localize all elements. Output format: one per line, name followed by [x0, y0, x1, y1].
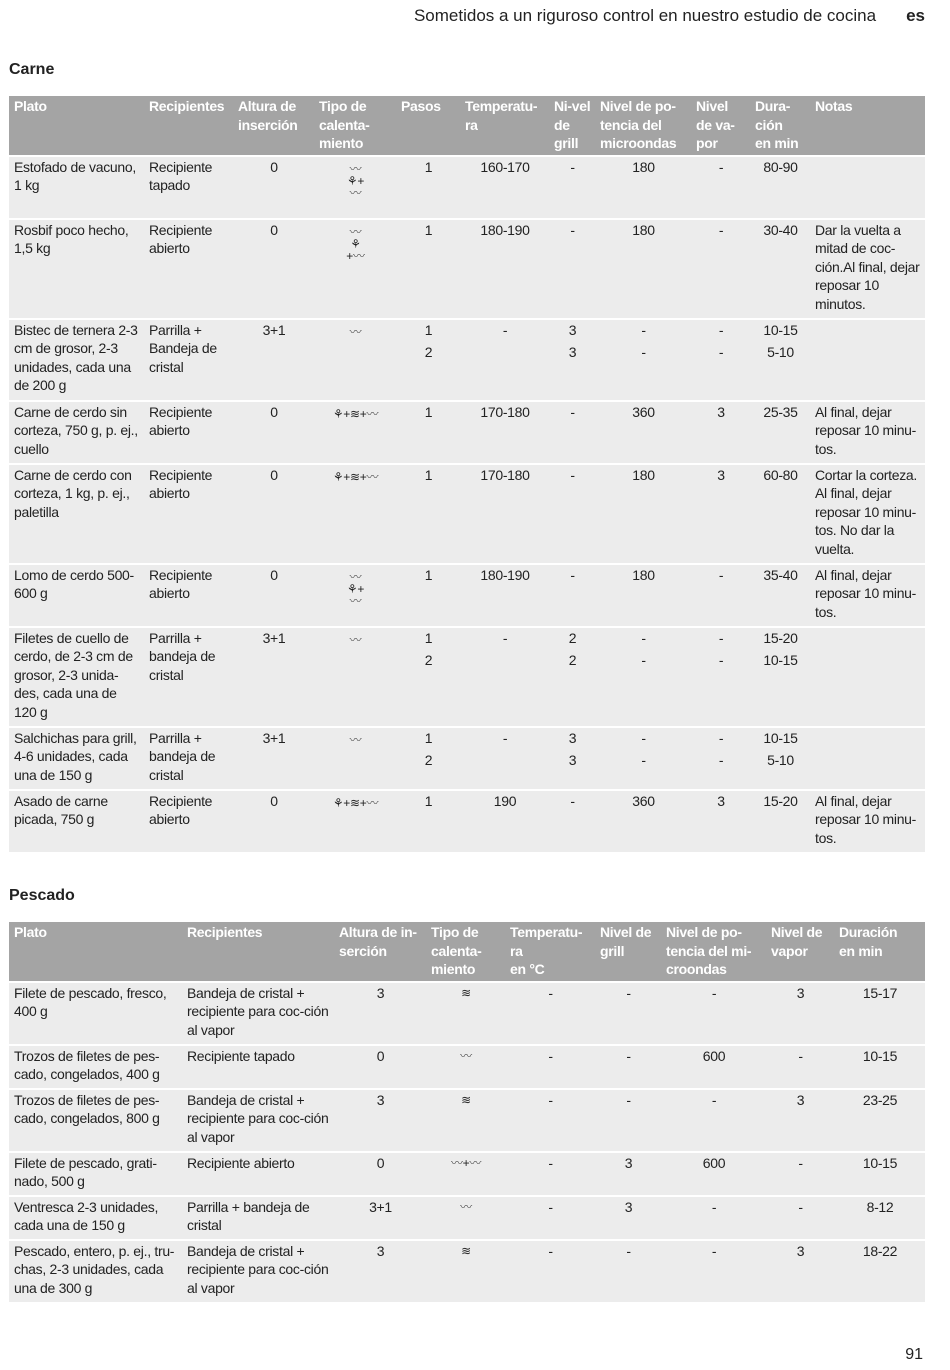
- table-row: [9, 1196, 925, 1240]
- grill-cell: [549, 790, 595, 852]
- vapor-cell: [691, 319, 750, 401]
- table-row: [9, 564, 925, 627]
- grill-cell: 3: [595, 1196, 661, 1240]
- carne-header-row: [9, 96, 925, 156]
- recipiente-cell: Parrilla + bandeja de cristal: [144, 727, 233, 790]
- carne-header-cell: Temperatu-ra: [460, 96, 549, 156]
- section-title-carne: Carne: [9, 61, 55, 78]
- pescado-header-cell: Duración en min: [834, 922, 925, 982]
- vapor-value: -: [718, 752, 724, 768]
- micro-value: 180: [632, 466, 655, 483]
- micro-cell: [595, 727, 691, 790]
- vapor-cell: -: [766, 1045, 834, 1089]
- heating-type-icon: ⚘+≋+〰: [314, 401, 396, 464]
- dur-value: 10-15: [763, 321, 798, 338]
- grill-value: 2: [568, 629, 577, 646]
- grill-value: 3: [568, 321, 577, 338]
- temp-cell: -: [505, 1196, 595, 1240]
- plato-cell: Carne de cerdo con corteza, 1 kg, p. ej., paletilla: [9, 464, 144, 564]
- temp-value: 170-180: [480, 403, 530, 420]
- dur-value: 5-10: [767, 752, 794, 768]
- carne-table: [9, 96, 925, 852]
- vapor-cell: [691, 790, 750, 852]
- heating-type-icon: 〰 ⚘+ 〰: [314, 564, 396, 627]
- temp-cell: [460, 464, 549, 564]
- plato-cell: Filete de pescado, fresco, 400 g: [9, 982, 182, 1045]
- vapor-value: -: [718, 566, 724, 583]
- altura-cell: 0: [233, 156, 314, 219]
- temp-cell: [460, 790, 549, 852]
- altura-cell: 3: [334, 982, 426, 1045]
- heating-type-icon: 〰: [314, 319, 396, 401]
- altura-cell: 0: [233, 219, 314, 319]
- micro-cell: [595, 790, 691, 852]
- vapor-value: -: [718, 321, 724, 338]
- dur-value: 80-90: [763, 158, 798, 175]
- temp-value: 180-190: [480, 221, 530, 238]
- recipiente-cell: Bandeja de cristal + recipiente para coc-ción al vapor: [182, 1089, 334, 1152]
- table-row: [9, 401, 925, 464]
- micro-value: -: [641, 321, 646, 338]
- micro-cell: [595, 464, 691, 564]
- vapor-cell: -: [766, 1196, 834, 1240]
- pescado-header-cell: Nivel de po-tencia del mi-croondas: [661, 922, 766, 982]
- pasos-value: 1: [424, 221, 433, 238]
- micro-value: 360: [632, 403, 655, 420]
- micro-value: -: [641, 729, 646, 746]
- altura-cell: 3: [334, 1089, 426, 1152]
- dur-value: 15-20: [763, 792, 798, 809]
- heating-type-icon: 〰: [314, 627, 396, 727]
- grill-value: 3: [568, 344, 577, 360]
- altura-cell: 3+1: [233, 319, 314, 401]
- temp-value: -: [502, 321, 508, 338]
- grill-cell: -: [595, 1045, 661, 1089]
- carne-header-cell: Altura de inserción: [233, 96, 314, 156]
- vapor-cell: 3: [766, 982, 834, 1045]
- recipiente-cell: Parrilla + bandeja de cristal: [144, 627, 233, 727]
- micro-cell: [595, 564, 691, 627]
- micro-value: 180: [632, 221, 655, 238]
- micro-cell: [595, 156, 691, 219]
- dur-cell: [750, 319, 810, 401]
- vapor-cell: [691, 219, 750, 319]
- dur-value: 35-40: [763, 566, 798, 583]
- temp-value: 160-170: [480, 158, 530, 175]
- carne-header-cell: Notas: [810, 96, 925, 156]
- grill-cell: [549, 727, 595, 790]
- plato-cell: Bistec de ternera 2-3 cm de grosor, 2-3 unidades, cada una de 200 g: [9, 319, 144, 401]
- plato-cell: Trozos de filetes de pes-cado, congelados, 400 g: [9, 1045, 182, 1089]
- notas-cell: Dar la vuelta a mitad de coc-ción.Al final, dejar reposar 10 minutos.: [810, 219, 925, 319]
- pasos-cell: [396, 401, 460, 464]
- micro-cell: [595, 627, 691, 727]
- dur-cell: 10-15: [834, 1152, 925, 1196]
- table-row: [9, 982, 925, 1045]
- dur-value: 5-10: [767, 344, 794, 360]
- recipiente-cell: Recipiente abierto: [144, 401, 233, 464]
- table-row: [9, 1152, 925, 1196]
- altura-cell: 0: [233, 464, 314, 564]
- pasos-value: 1: [424, 629, 433, 646]
- pescado-header-cell: Altura de in-serción: [334, 922, 426, 982]
- grill-cell: [549, 319, 595, 401]
- pasos-cell: [396, 727, 460, 790]
- altura-cell: 3+1: [334, 1196, 426, 1240]
- temp-value: -: [502, 629, 508, 646]
- grill-value: 2: [568, 652, 577, 668]
- vapor-value: -: [718, 729, 724, 746]
- notas-cell: Cortar la corteza. Al final, dejar reposar 10 minu-tos. No dar la vuelta.: [810, 464, 925, 564]
- altura-cell: 3+1: [233, 727, 314, 790]
- micro-cell: -: [661, 1240, 766, 1302]
- table-row: [9, 627, 925, 727]
- temp-cell: -: [505, 982, 595, 1045]
- temp-cell: [460, 727, 549, 790]
- heating-type-icon: ≋: [426, 1240, 505, 1302]
- recipiente-cell: Recipiente abierto: [144, 464, 233, 564]
- pasos-cell: [396, 790, 460, 852]
- carne-header-cell: Ni-vel de grill: [549, 96, 595, 156]
- vapor-cell: [691, 564, 750, 627]
- micro-value: 360: [632, 792, 655, 809]
- pescado-header-cell: Nivel de vapor: [766, 922, 834, 982]
- heating-type-icon: ⚘+≋+〰: [314, 790, 396, 852]
- altura-cell: 0: [233, 401, 314, 464]
- vapor-value: 3: [717, 466, 725, 483]
- micro-cell: 600: [661, 1045, 766, 1089]
- pasos-value: 1: [424, 321, 433, 338]
- grill-value: -: [570, 792, 575, 809]
- pescado-header-cell: Tipo de calenta-miento: [426, 922, 505, 982]
- plato-cell: Asado de carne picada, 750 g: [9, 790, 144, 852]
- recipiente-cell: Recipiente abierto: [144, 564, 233, 627]
- table-row: [9, 464, 925, 564]
- header-title: Sometidos a un riguroso control en nuestro estudio de cocina: [413, 6, 877, 25]
- temp-cell: [460, 401, 549, 464]
- micro-cell: -: [661, 1196, 766, 1240]
- notas-cell: [810, 727, 925, 790]
- pasos-cell: [396, 464, 460, 564]
- pasos-cell: [396, 219, 460, 319]
- carne-header-cell: Nivel de va-por: [691, 96, 750, 156]
- pescado-header-sub: en °C: [510, 961, 545, 977]
- vapor-cell: [691, 727, 750, 790]
- micro-value: -: [641, 629, 646, 646]
- table-row: [9, 727, 925, 790]
- micro-value: 180: [632, 158, 655, 175]
- heating-type-icon: 〰 ⚘ +〰: [314, 219, 396, 319]
- altura-cell: 3: [334, 1240, 426, 1302]
- vapor-cell: [691, 627, 750, 727]
- vapor-value: -: [718, 652, 724, 668]
- temp-value: -: [502, 729, 508, 746]
- dur-cell: 18-22: [834, 1240, 925, 1302]
- dur-cell: [750, 401, 810, 464]
- table-row: [9, 219, 925, 319]
- grill-cell: [549, 564, 595, 627]
- table-row: [9, 1045, 925, 1089]
- plato-cell: Estofado de vacuno, 1 kg: [9, 156, 144, 219]
- table-row: [9, 790, 925, 852]
- heating-type-icon: ⚘+≋+〰: [314, 464, 396, 564]
- dur-cell: 8-12: [834, 1196, 925, 1240]
- carne-header-cell: Pasos: [396, 96, 460, 156]
- micro-cell: -: [661, 982, 766, 1045]
- pescado-header-sub: en min: [839, 942, 883, 959]
- carne-header-sub: en min: [755, 135, 799, 151]
- temp-value: 170-180: [480, 466, 530, 483]
- carne-header-cell: Tipo de calenta-miento: [314, 96, 396, 156]
- temp-cell: [460, 564, 549, 627]
- pasos-cell: [396, 564, 460, 627]
- vapor-value: -: [718, 344, 724, 360]
- vapor-cell: [691, 156, 750, 219]
- dur-value: 60-80: [763, 466, 798, 483]
- carne-header-cell: Dura-ción en min: [750, 96, 810, 156]
- grill-cell: [549, 627, 595, 727]
- dur-cell: [750, 464, 810, 564]
- carne-header-cell: Nivel de po-tencia del microondas: [595, 96, 691, 156]
- temp-cell: [460, 219, 549, 319]
- vapor-cell: -: [766, 1152, 834, 1196]
- grill-cell: -: [595, 982, 661, 1045]
- vapor-value: -: [718, 221, 724, 238]
- altura-cell: 0: [233, 564, 314, 627]
- micro-value: -: [641, 344, 646, 360]
- table-row: [9, 1240, 925, 1302]
- temp-cell: -: [505, 1152, 595, 1196]
- language-tag: es: [906, 6, 925, 25]
- heating-type-icon: 〰: [426, 1045, 505, 1089]
- temp-cell: [460, 627, 549, 727]
- dur-cell: [750, 156, 810, 219]
- micro-cell: [595, 401, 691, 464]
- page-header: [0, 6, 925, 26]
- altura-cell: 3+1: [233, 627, 314, 727]
- grill-cell: -: [595, 1240, 661, 1302]
- recipiente-cell: Bandeja de cristal + recipiente para coc-ción al vapor: [182, 982, 334, 1045]
- table-row: [9, 156, 925, 219]
- pasos-value: 2: [424, 652, 433, 668]
- recipiente-cell: Parrilla + Bandeja de cristal: [144, 319, 233, 401]
- section-title-pescado: Pescado: [9, 887, 75, 904]
- plato-cell: Pescado, entero, p. ej., tru-chas, 2-3 unidades, cada una de 300 g: [9, 1240, 182, 1302]
- pasos-cell: [396, 319, 460, 401]
- micro-cell: [595, 319, 691, 401]
- temp-cell: [460, 156, 549, 219]
- notas-cell: Al final, dejar reposar 10 minu-tos.: [810, 401, 925, 464]
- pasos-value: 1: [424, 158, 433, 175]
- grill-value: -: [570, 466, 575, 483]
- grill-cell: -: [595, 1089, 661, 1152]
- heating-type-icon: 〰+〰: [426, 1152, 505, 1196]
- carne-header-cell: Recipientes: [144, 96, 233, 156]
- pasos-cell: [396, 156, 460, 219]
- grill-cell: [549, 219, 595, 319]
- notas-cell: Al final, dejar reposar 10 minu-tos.: [810, 564, 925, 627]
- pasos-value: 1: [424, 792, 433, 809]
- vapor-cell: [691, 401, 750, 464]
- pescado-table: [9, 922, 925, 1302]
- dur-cell: [750, 219, 810, 319]
- recipiente-cell: Parrilla + bandeja de cristal: [182, 1196, 334, 1240]
- grill-cell: [549, 464, 595, 564]
- micro-value: -: [641, 652, 646, 668]
- vapor-cell: [691, 464, 750, 564]
- grill-value: -: [570, 403, 575, 420]
- temp-cell: -: [505, 1045, 595, 1089]
- plato-cell: Filete de pescado, grati-nado, 500 g: [9, 1152, 182, 1196]
- heating-type-icon: 〰: [426, 1196, 505, 1240]
- micro-value: 180: [632, 566, 655, 583]
- table-row: [9, 319, 925, 401]
- pasos-value: 1: [424, 566, 433, 583]
- grill-cell: [549, 401, 595, 464]
- dur-value: 30-40: [763, 221, 798, 238]
- temp-value: 180-190: [480, 566, 530, 583]
- heating-type-icon: 〰: [314, 727, 396, 790]
- grill-value: -: [570, 566, 575, 583]
- dur-cell: 15-17: [834, 982, 925, 1045]
- pasos-value: 1: [424, 729, 433, 746]
- micro-cell: [595, 219, 691, 319]
- vapor-value: -: [718, 158, 724, 175]
- vapor-value: -: [718, 629, 724, 646]
- grill-cell: 3: [595, 1152, 661, 1196]
- plato-cell: Rosbif poco hecho, 1,5 kg: [9, 219, 144, 319]
- vapor-value: 3: [717, 403, 725, 420]
- recipiente-cell: Recipiente abierto: [182, 1152, 334, 1196]
- plato-cell: Trozos de filetes de pes-cado, congelados, 800 g: [9, 1089, 182, 1152]
- grill-value: -: [570, 158, 575, 175]
- grill-value: -: [570, 221, 575, 238]
- dur-cell: 23-25: [834, 1089, 925, 1152]
- notas-cell: [810, 319, 925, 401]
- grill-cell: [549, 156, 595, 219]
- table-row: [9, 1089, 925, 1152]
- pasos-value: 1: [424, 403, 433, 420]
- vapor-cell: 3: [766, 1089, 834, 1152]
- vapor-cell: 3: [766, 1240, 834, 1302]
- temp-value: 190: [493, 792, 517, 809]
- plato-cell: Filetes de cuello de cerdo, de 2-3 cm de grosor, 2-3 unida-des, cada una de 120 g: [9, 627, 144, 727]
- pasos-value: 2: [424, 344, 433, 360]
- heating-type-icon: 〰 ⚘+ 〰: [314, 156, 396, 219]
- micro-cell: 600: [661, 1152, 766, 1196]
- recipiente-cell: Bandeja de cristal + recipiente para coc-ción al vapor: [182, 1240, 334, 1302]
- plato-cell: Lomo de cerdo 500-600 g: [9, 564, 144, 627]
- temp-cell: -: [505, 1089, 595, 1152]
- grill-value: 3: [568, 729, 577, 746]
- heating-type-icon: ≋: [426, 982, 505, 1045]
- pasos-cell: [396, 627, 460, 727]
- pescado-header-cell: Plato: [9, 922, 182, 982]
- altura-cell: 0: [233, 790, 314, 852]
- recipiente-cell: Recipiente abierto: [144, 219, 233, 319]
- plato-cell: Ventresca 2-3 unidades, cada una de 150 g: [9, 1196, 182, 1240]
- notas-cell: [810, 627, 925, 727]
- recipiente-cell: Recipiente abierto: [144, 790, 233, 852]
- pasos-value: 1: [424, 466, 433, 483]
- micro-cell: -: [661, 1089, 766, 1152]
- plato-cell: Carne de cerdo sin corteza, 750 g, p. ej., cuello: [9, 401, 144, 464]
- altura-cell: 0: [334, 1045, 426, 1089]
- dur-value: 15-20: [763, 629, 798, 646]
- dur-cell: [750, 790, 810, 852]
- recipiente-cell: Recipiente tapado: [182, 1045, 334, 1089]
- dur-cell: [750, 627, 810, 727]
- temp-cell: [460, 319, 549, 401]
- pasos-value: 2: [424, 752, 433, 768]
- heating-type-icon: ≋: [426, 1089, 505, 1152]
- pescado-header-cell: Nivel de grill: [595, 922, 661, 982]
- dur-cell: [750, 727, 810, 790]
- temp-cell: -: [505, 1240, 595, 1302]
- pescado-header-cell: Temperatu-ra en °C: [505, 922, 595, 982]
- dur-value: 10-15: [763, 729, 798, 746]
- notas-cell: Al final, dejar reposar 10 minu-tos.: [810, 790, 925, 852]
- plato-cell: Salchichas para grill, 4-6 unidades, cada una de 150 g: [9, 727, 144, 790]
- dur-cell: 10-15: [834, 1045, 925, 1089]
- dur-cell: [750, 564, 810, 627]
- dur-value: 10-15: [763, 652, 798, 668]
- page-number: 91: [905, 1346, 923, 1363]
- recipiente-cell: Recipiente tapado: [144, 156, 233, 219]
- altura-cell: 0: [334, 1152, 426, 1196]
- micro-value: -: [641, 752, 646, 768]
- pescado-header-cell: Recipientes: [182, 922, 334, 982]
- vapor-value: 3: [717, 792, 725, 809]
- dur-value: 25-35: [763, 403, 798, 420]
- carne-header-cell: Plato: [9, 96, 144, 156]
- grill-value: 3: [568, 752, 577, 768]
- pescado-header-row: [9, 922, 925, 982]
- notas-cell: [810, 156, 925, 219]
